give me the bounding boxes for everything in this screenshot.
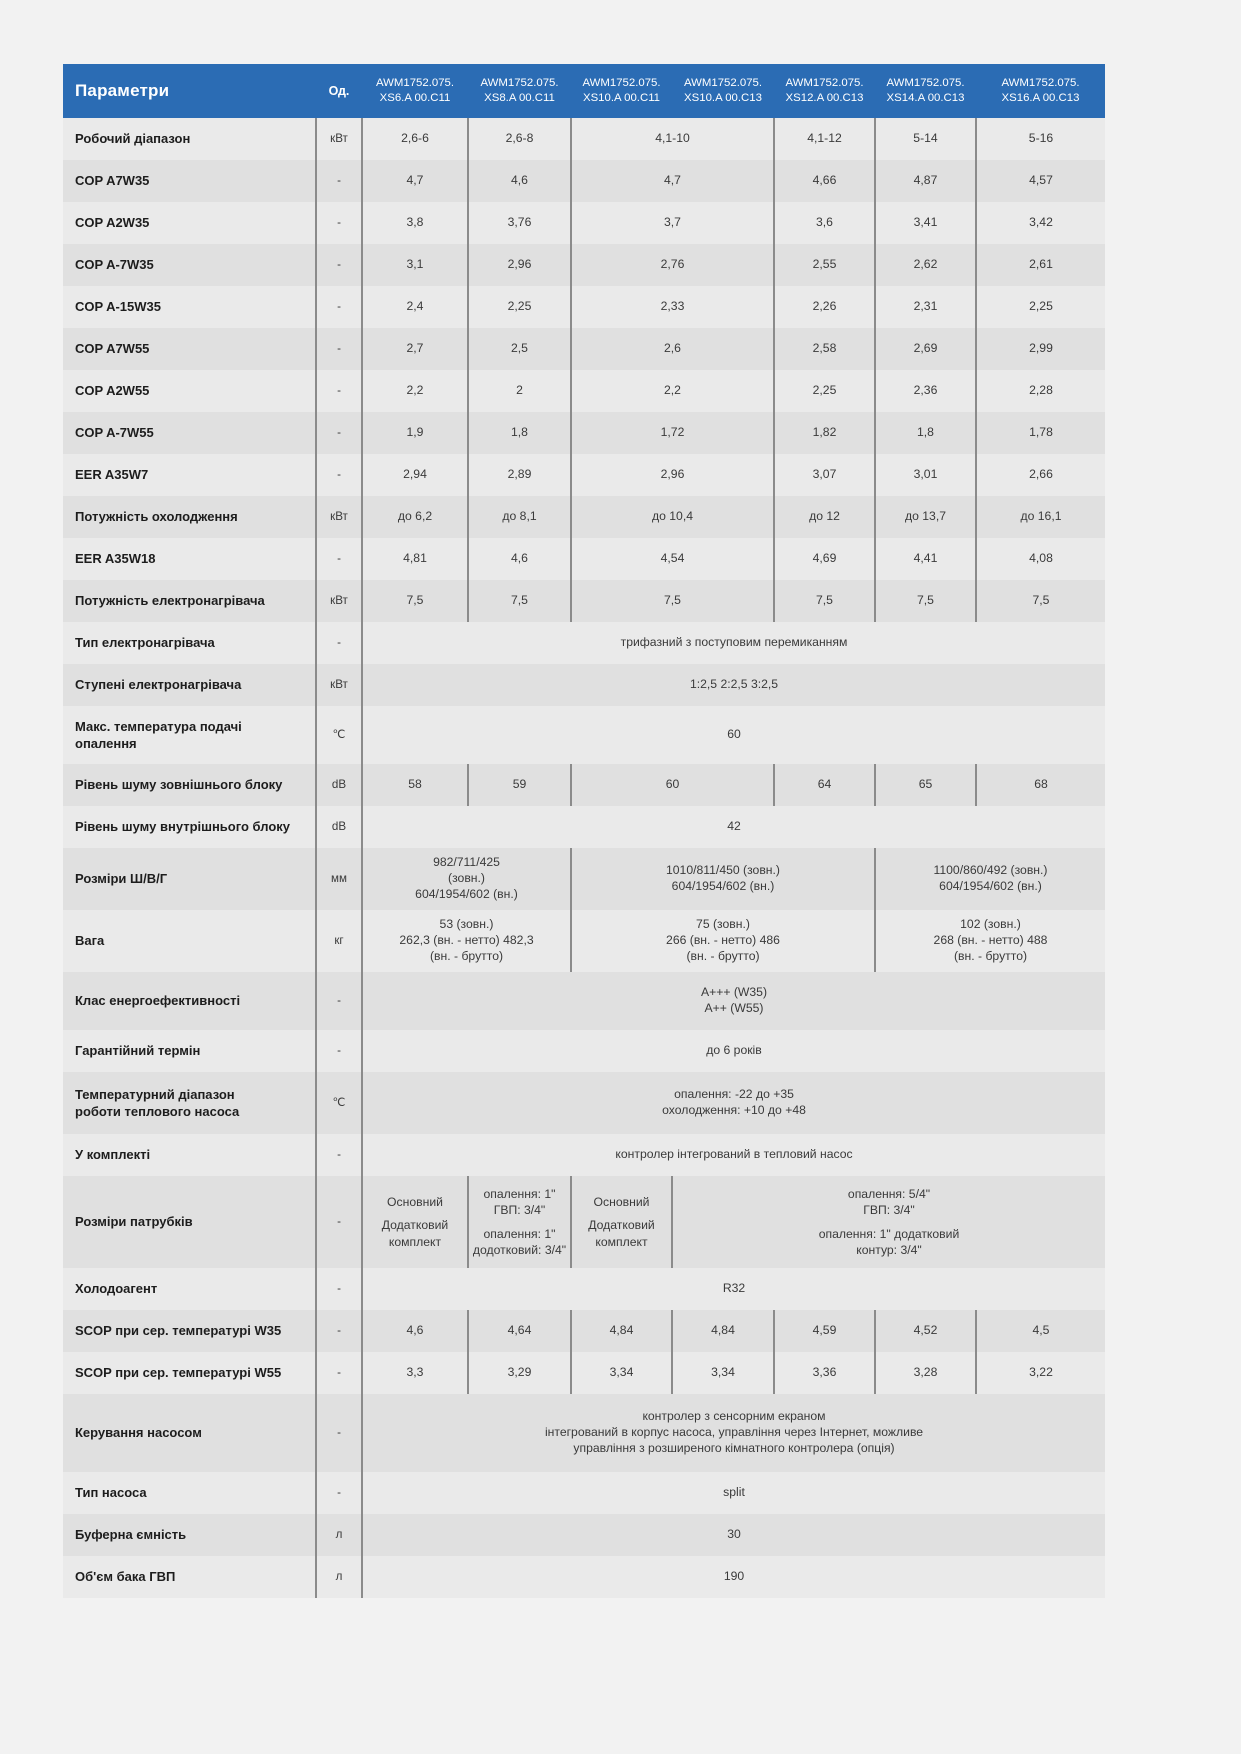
header-model-2-line1: AWM1752.075. bbox=[480, 77, 559, 90]
row-value-cell: 2,5 bbox=[468, 328, 571, 370]
table-row bbox=[63, 580, 1105, 622]
row-value-line: 262,3 (вн. - нетто) 482,3 bbox=[399, 933, 534, 948]
row-parameter-label: Керування насосом bbox=[75, 1424, 202, 1440]
table-row bbox=[63, 370, 1105, 412]
table-row bbox=[63, 1514, 1105, 1556]
row-value-line: охолодження: +10 до +48 bbox=[662, 1103, 806, 1117]
row-value-cell: 4,81 bbox=[403, 551, 427, 566]
row-value-line: A++ (W55) bbox=[704, 1001, 764, 1015]
row-value-line: опалення: 5/4" bbox=[847, 1186, 931, 1201]
row-value-cell: 4,1-10 bbox=[571, 118, 774, 160]
row-value-cell bbox=[362, 910, 571, 972]
row-value-cell: 2 bbox=[468, 370, 571, 412]
row-value-line: опалення: -22 до +35 bbox=[674, 1087, 794, 1102]
row-value-line: 268 (вн. - нетто) 488 bbox=[933, 933, 1048, 948]
row-value-cell: 30 bbox=[727, 1527, 741, 1542]
row-value-line: ГВП: 3/4" bbox=[863, 1203, 915, 1218]
table-row bbox=[63, 1268, 1105, 1310]
row-unit: л bbox=[316, 1514, 362, 1556]
row-value-line: Додатковий bbox=[588, 1218, 655, 1233]
row-parameter-label: EER A35W18 bbox=[75, 550, 156, 566]
row-value-cell: 5-14 bbox=[875, 118, 976, 160]
row-value-cell: 60 bbox=[571, 764, 774, 806]
row-value-line: 604/1954/602 (вн.) bbox=[415, 886, 518, 901]
row-unit: - bbox=[316, 1472, 362, 1514]
row-parameter-label: Гарантійний термін bbox=[75, 1042, 201, 1058]
row-unit: - bbox=[316, 1268, 362, 1310]
row-value-cell bbox=[362, 848, 571, 910]
row-value-line: (вн. - брутто) bbox=[953, 948, 1028, 963]
table-row bbox=[63, 706, 1105, 764]
header-model-2-line2: XS8.A 00.C11 bbox=[484, 92, 555, 104]
row-value-cell: 4,57 bbox=[976, 160, 1105, 202]
row-value-cell: 1,8 bbox=[468, 412, 571, 454]
row-value-line: управління з розширеного кімнатного контролера (опція) bbox=[573, 1440, 895, 1455]
header-model-7-line1: AWM1752.075. bbox=[1001, 77, 1080, 90]
row-value-cell: 1:2,5 2:2,5 3:2,5 bbox=[689, 677, 779, 692]
row-value-cell: 2,2 bbox=[406, 383, 424, 398]
row-value-cell: 68 bbox=[976, 764, 1105, 806]
row-parameter-label: Рівень шуму зовнішнього блоку bbox=[75, 776, 283, 792]
row-value-cell: 5-16 bbox=[976, 118, 1105, 160]
row-value-cell: 3,34 bbox=[672, 1352, 774, 1394]
row-value-cell: 1,8 bbox=[875, 412, 976, 454]
row-parameter-label: COP A2W35 bbox=[75, 214, 150, 230]
row-value-cell: 7,5 bbox=[875, 580, 976, 622]
table-row bbox=[63, 972, 1105, 1030]
row-parameter-label: COP A-7W35 bbox=[75, 256, 154, 272]
row-parameter-label: SCOP при сер. температурі W55 bbox=[75, 1364, 282, 1380]
header-model-4-line1: AWM1752.075. bbox=[683, 77, 763, 90]
row-value-line: (вн. - брутто) bbox=[429, 948, 504, 963]
row-value-cell: до 6 років bbox=[706, 1043, 762, 1058]
row-value-cell: 3,29 bbox=[468, 1352, 571, 1394]
row-parameter-label: Буферна ємність bbox=[75, 1526, 187, 1542]
row-unit: - bbox=[316, 370, 362, 412]
row-value-cell: 3,41 bbox=[875, 202, 976, 244]
row-unit: - bbox=[316, 622, 362, 664]
row-value-cell: 2,7 bbox=[406, 341, 424, 356]
row-value-cell: 4,6 bbox=[468, 160, 571, 202]
table-row bbox=[63, 202, 1105, 244]
row-value-line: комплект bbox=[388, 1234, 442, 1249]
header-model-3 bbox=[571, 64, 672, 118]
row-unit: - bbox=[316, 286, 362, 328]
table-row bbox=[63, 622, 1105, 664]
row-parameter-label: Ступені електронагрівача bbox=[75, 676, 242, 692]
row-parameter-label: Тип насоса bbox=[75, 1484, 147, 1500]
row-value-cell: 4,1-12 bbox=[774, 118, 875, 160]
row-value-cell: 2,26 bbox=[774, 286, 875, 328]
row-value-cell: R32 bbox=[722, 1281, 746, 1296]
row-value-cell: 4,7 bbox=[406, 173, 424, 188]
row-value-cell: 2,6 bbox=[571, 328, 774, 370]
row-value-cell: 3,6 bbox=[774, 202, 875, 244]
row-value-cell: 2,6-6 bbox=[401, 131, 429, 146]
row-value-cell: 2,55 bbox=[774, 244, 875, 286]
row-unit: кг bbox=[316, 910, 362, 972]
row-unit: л bbox=[316, 1556, 362, 1598]
row-value-cell: 4,41 bbox=[875, 538, 976, 580]
row-unit: ℃ bbox=[316, 1072, 362, 1134]
row-value-cell: 4,59 bbox=[774, 1310, 875, 1352]
row-value-cell: 7,5 bbox=[571, 580, 774, 622]
row-value-cell: 1,9 bbox=[406, 425, 424, 440]
row-value-line bbox=[572, 1210, 671, 1217]
row-unit: - bbox=[316, 1030, 362, 1072]
row-value-line: ГВП: 3/4" bbox=[493, 1203, 546, 1218]
row-parameter-label: SCOP при сер. температурі W35 bbox=[75, 1322, 282, 1338]
row-unit: кВт bbox=[316, 118, 362, 160]
row-parameter-label bbox=[63, 706, 316, 764]
row-value-cell: 7,5 bbox=[406, 593, 424, 608]
table-row bbox=[63, 1176, 1105, 1268]
row-value-cell: 4,87 bbox=[875, 160, 976, 202]
row-value-cell: 2,89 bbox=[468, 454, 571, 496]
row-parameter-label: Потужність охолодження bbox=[75, 508, 238, 524]
row-value-cell: 58 bbox=[408, 777, 422, 792]
row-value-line bbox=[363, 1210, 467, 1217]
table-header bbox=[63, 64, 1105, 118]
table-row bbox=[63, 454, 1105, 496]
row-value-cell: 2,58 bbox=[774, 328, 875, 370]
row-parameter-label: COP A-7W55 bbox=[75, 424, 154, 440]
row-unit: - bbox=[316, 454, 362, 496]
row-value-cell: 2,69 bbox=[875, 328, 976, 370]
row-value-cell: 4,08 bbox=[976, 538, 1105, 580]
row-value-cell: 1,82 bbox=[774, 412, 875, 454]
row-value-cell: 4,84 bbox=[571, 1310, 672, 1352]
row-parameter-label: Холодоагент bbox=[75, 1280, 158, 1296]
row-value-cell: до 6,2 bbox=[397, 509, 433, 524]
row-value-cell: 2,36 bbox=[875, 370, 976, 412]
table-body bbox=[63, 118, 1105, 1598]
table-row bbox=[63, 1072, 1105, 1134]
row-value-cell: 4,52 bbox=[875, 1310, 976, 1352]
row-value-line: 982/711/425 bbox=[433, 855, 500, 870]
row-value-line: 53 (зовн.) bbox=[439, 917, 494, 932]
row-value-cell: 3,01 bbox=[875, 454, 976, 496]
row-value-cell: 3,76 bbox=[468, 202, 571, 244]
row-value-cell: до 13,7 bbox=[875, 496, 976, 538]
row-value-cell: 2,94 bbox=[403, 467, 427, 482]
row-value-cell: 2,4 bbox=[406, 299, 424, 314]
header-row bbox=[63, 64, 1105, 118]
row-value-cell bbox=[571, 1176, 672, 1268]
row-value-line: опалення: 1" bbox=[483, 1186, 556, 1201]
row-value-cell: split bbox=[723, 1485, 745, 1500]
header-model-5-line2: XS12.A 00.C13 bbox=[785, 92, 864, 104]
table-row bbox=[63, 848, 1105, 910]
table-row bbox=[63, 538, 1105, 580]
row-value-line: опалення: 1" додатковий bbox=[818, 1226, 960, 1241]
row-value-line: комплект bbox=[595, 1234, 648, 1249]
row-parameter-line: роботи теплового насоса bbox=[75, 1104, 240, 1119]
row-parameter-label: Тип електронагрівача bbox=[75, 634, 215, 650]
row-value-cell bbox=[875, 910, 1105, 972]
header-model-3-line2: XS10.A 00.C11 bbox=[582, 92, 661, 104]
row-value-cell: 2,25 bbox=[774, 370, 875, 412]
row-unit: кВт bbox=[316, 496, 362, 538]
header-model-2 bbox=[468, 64, 571, 118]
row-value-line: контролер з сенсорним екраном bbox=[642, 1409, 826, 1424]
row-value-cell: 2,25 bbox=[976, 286, 1105, 328]
row-value-line: Основний bbox=[593, 1194, 650, 1209]
table-row bbox=[63, 118, 1105, 160]
header-parameters: Параметри bbox=[63, 64, 316, 118]
row-value-line: 75 (зовн.) bbox=[696, 917, 750, 932]
row-parameter-label: Розміри Ш/В/Г bbox=[75, 870, 168, 886]
row-value-cell bbox=[362, 1072, 1105, 1134]
table-row bbox=[63, 764, 1105, 806]
row-value-line: 102 (зовн.) bbox=[960, 917, 1021, 932]
row-value-cell: 7,5 bbox=[976, 580, 1105, 622]
row-value-cell: 3,36 bbox=[774, 1352, 875, 1394]
row-unit: - bbox=[316, 160, 362, 202]
table-row bbox=[63, 328, 1105, 370]
row-value-line: Основний bbox=[387, 1194, 443, 1209]
row-value-cell: 2,28 bbox=[976, 370, 1105, 412]
header-model-7-line2: XS16.A 00.C13 bbox=[1001, 92, 1080, 104]
row-value-cell: 4,6 bbox=[406, 1323, 424, 1338]
row-value-cell: 7,5 bbox=[774, 580, 875, 622]
specification-table bbox=[63, 64, 1105, 1598]
row-unit: - bbox=[316, 328, 362, 370]
row-unit: dB bbox=[316, 806, 362, 848]
table-row bbox=[63, 1310, 1105, 1352]
row-value-cell: 65 bbox=[875, 764, 976, 806]
row-value-cell: 2,96 bbox=[571, 454, 774, 496]
row-value-cell: 2,33 bbox=[571, 286, 774, 328]
row-unit: - bbox=[316, 1176, 362, 1268]
header-model-4-line2: XS10.A 00.C13 bbox=[684, 92, 762, 104]
row-value-cell bbox=[362, 1176, 468, 1268]
row-parameter-label: EER A35W7 bbox=[75, 466, 149, 482]
table-row bbox=[63, 1134, 1105, 1176]
row-parameter-label: Клас енергоефективності bbox=[75, 992, 241, 1008]
row-value-line: 1010/811/450 (зовн.) bbox=[666, 863, 780, 878]
row-unit: мм bbox=[316, 848, 362, 910]
row-unit: dB bbox=[316, 764, 362, 806]
header-model-6-line2: XS14.A 00.C13 bbox=[886, 92, 965, 104]
header-model-1 bbox=[362, 64, 468, 118]
row-value-line: Додатковий bbox=[381, 1218, 449, 1233]
row-value-line: 1100/860/492 (зовн.) bbox=[933, 863, 1048, 878]
row-value-cell: 4,84 bbox=[672, 1310, 774, 1352]
row-value-cell bbox=[571, 848, 875, 910]
row-value-cell: до 10,4 bbox=[571, 496, 774, 538]
row-value-cell: 1,72 bbox=[571, 412, 774, 454]
row-value-cell: 2,2 bbox=[571, 370, 774, 412]
row-value-cell: 2,31 bbox=[875, 286, 976, 328]
row-value-cell: 1,78 bbox=[976, 412, 1105, 454]
row-parameter-label: COP A7W35 bbox=[75, 172, 150, 188]
row-value-cell: 4,6 bbox=[468, 538, 571, 580]
row-parameter-label: COP A2W55 bbox=[75, 382, 150, 398]
row-value-cell bbox=[672, 1176, 1105, 1268]
row-value-cell: 4,5 bbox=[976, 1310, 1105, 1352]
row-parameter-label: COP A7W55 bbox=[75, 340, 150, 356]
table-row bbox=[63, 412, 1105, 454]
row-value-line: інтегрований в корпус насоса, управління через Інтернет, можливе bbox=[544, 1425, 924, 1440]
table-row bbox=[63, 160, 1105, 202]
row-value-cell: 60 bbox=[727, 727, 741, 742]
header-model-7 bbox=[976, 64, 1105, 118]
row-parameter-label: Розміри патрубків bbox=[75, 1213, 193, 1229]
header-model-1-line2: XS6.A 00.C11 bbox=[379, 92, 451, 104]
row-value-cell: 2,6-8 bbox=[468, 118, 571, 160]
row-value-cell: до 16,1 bbox=[976, 496, 1105, 538]
row-value-cell: 4,54 bbox=[571, 538, 774, 580]
row-value-line: A+++ (W35) bbox=[700, 985, 768, 1000]
table-row bbox=[63, 1394, 1105, 1472]
row-value-cell: 3,34 bbox=[571, 1352, 672, 1394]
row-value-cell: 4,66 bbox=[774, 160, 875, 202]
row-value-line: (зовн.) bbox=[448, 871, 485, 886]
row-unit: ℃ bbox=[316, 706, 362, 764]
row-value-cell: 3,07 bbox=[774, 454, 875, 496]
row-value-line: опалення: 1" bbox=[483, 1226, 556, 1241]
specification-table-container bbox=[63, 64, 1105, 1598]
row-parameter-line: опалення bbox=[75, 736, 137, 751]
row-value-line: контур: 3/4" bbox=[856, 1242, 922, 1257]
row-value-cell: 4,69 bbox=[774, 538, 875, 580]
row-parameter-label: У комплекті bbox=[75, 1146, 151, 1162]
row-value-line: 266 (вн. - нетто) 486 bbox=[666, 933, 780, 948]
row-value-cell: 59 bbox=[468, 764, 571, 806]
row-value-cell: 4,64 bbox=[468, 1310, 571, 1352]
row-value-cell: 2,25 bbox=[468, 286, 571, 328]
row-unit: кВт bbox=[316, 580, 362, 622]
header-model-6-line1: AWM1752.075. bbox=[886, 77, 965, 90]
row-value-cell bbox=[468, 1176, 571, 1268]
header-model-6 bbox=[875, 64, 976, 118]
row-parameter-label: Рівень шуму внутрішнього блоку bbox=[75, 818, 291, 834]
header-model-1-line1: AWM1752.075. bbox=[375, 77, 455, 90]
row-unit: - bbox=[316, 972, 362, 1030]
row-unit: - bbox=[316, 202, 362, 244]
row-parameter-line: Макс. температура подачі bbox=[75, 718, 242, 734]
row-parameter-label bbox=[63, 1072, 316, 1134]
row-value-cell: 2,66 bbox=[976, 454, 1105, 496]
table-row bbox=[63, 1030, 1105, 1072]
row-parameter-label: Вага bbox=[75, 932, 105, 948]
row-value-cell bbox=[362, 1394, 1105, 1472]
row-value-line: додотковий: 3/4" bbox=[472, 1242, 567, 1257]
row-value-cell bbox=[571, 910, 875, 972]
table-row bbox=[63, 806, 1105, 848]
header-model-4 bbox=[672, 64, 774, 118]
table-row bbox=[63, 496, 1105, 538]
row-unit: - bbox=[316, 244, 362, 286]
row-value-cell: трифазний з поступовим перемиканням bbox=[620, 635, 848, 650]
row-value-cell: 2,61 bbox=[976, 244, 1105, 286]
row-value-cell: контролер інтегрований в тепловий насос bbox=[615, 1147, 853, 1162]
row-value-cell: 2,96 bbox=[468, 244, 571, 286]
row-unit: - bbox=[316, 1310, 362, 1352]
row-value-line: (вн. - брутто) bbox=[686, 948, 760, 963]
row-unit: - bbox=[316, 412, 362, 454]
row-value-cell: 3,7 bbox=[571, 202, 774, 244]
row-value-cell: 2,62 bbox=[875, 244, 976, 286]
row-parameter-label: Об'єм бака ГВП bbox=[75, 1568, 176, 1584]
table-row bbox=[63, 910, 1105, 972]
row-value-cell: до 8,1 bbox=[468, 496, 571, 538]
row-unit: - bbox=[316, 1134, 362, 1176]
table-row bbox=[63, 286, 1105, 328]
row-value-line: 604/1954/602 (вн.) bbox=[939, 879, 1042, 893]
row-value-cell: до 12 bbox=[774, 496, 875, 538]
table-row bbox=[63, 1556, 1105, 1598]
row-value-cell: 64 bbox=[774, 764, 875, 806]
row-parameter-line: Температурний діапазон bbox=[75, 1086, 235, 1102]
table-row bbox=[63, 1472, 1105, 1514]
row-value-cell: 42 bbox=[727, 819, 741, 834]
row-unit: - bbox=[316, 538, 362, 580]
row-value-cell: 3,22 bbox=[976, 1352, 1105, 1394]
row-value-cell: 3,1 bbox=[406, 257, 424, 272]
row-value-cell: 3,8 bbox=[406, 215, 424, 230]
row-value-line: 604/1954/602 (вн.) bbox=[671, 879, 775, 893]
row-value-cell bbox=[875, 848, 1105, 910]
row-parameter-label: Робочий діапазон bbox=[75, 130, 191, 146]
row-value-cell: 7,5 bbox=[468, 580, 571, 622]
header-unit: Од. bbox=[316, 64, 362, 118]
table-row bbox=[63, 1352, 1105, 1394]
row-value-line bbox=[469, 1219, 570, 1226]
row-parameter-label: Потужність електронагрівача bbox=[75, 592, 265, 608]
row-value-cell: 2,76 bbox=[571, 244, 774, 286]
row-value-cell bbox=[362, 972, 1105, 1030]
row-value-cell: 2,99 bbox=[976, 328, 1105, 370]
row-unit: - bbox=[316, 1394, 362, 1472]
header-model-5 bbox=[774, 64, 875, 118]
row-value-cell: 4,7 bbox=[571, 160, 774, 202]
table-row bbox=[63, 664, 1105, 706]
row-unit: кВт bbox=[316, 664, 362, 706]
row-value-cell: 190 bbox=[723, 1569, 745, 1584]
header-model-3-line1: AWM1752.075. bbox=[582, 77, 661, 90]
row-parameter-label: COP A-15W35 bbox=[75, 298, 161, 314]
row-value-cell: 3,28 bbox=[875, 1352, 976, 1394]
row-value-cell: 3,3 bbox=[406, 1365, 424, 1380]
header-model-5-line1: AWM1752.075. bbox=[785, 77, 864, 90]
row-value-line bbox=[673, 1219, 1105, 1226]
row-unit: - bbox=[316, 1352, 362, 1394]
table-row bbox=[63, 244, 1105, 286]
row-value-cell: 3,42 bbox=[976, 202, 1105, 244]
